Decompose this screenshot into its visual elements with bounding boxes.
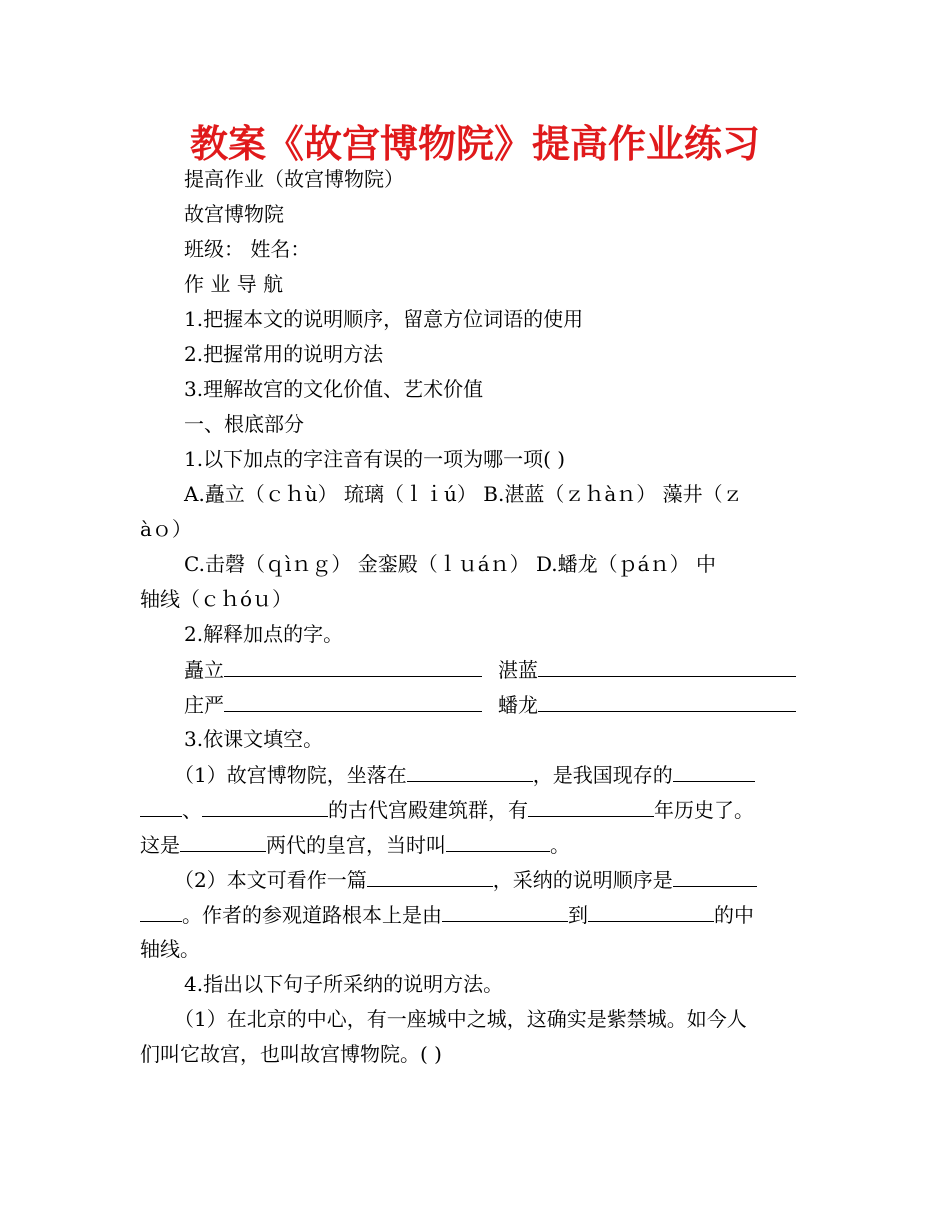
question-1-option-c-cont: 轴线（ｃｈóｕ）	[140, 587, 293, 611]
answer-blank[interactable]	[140, 792, 182, 817]
question-1-option-c: C.击磬（ｑìｎｇ） 金銮殿（ｌｕáｎ） D.蟠龙（ｐáｎ） 中	[184, 552, 716, 576]
question-3-part-1-line-2	[140, 792, 812, 827]
question-4-sentence-1: （1）在北京的中心，有一座城中之城，这确实是紫禁城。如今人	[174, 1007, 747, 1031]
answer-blank[interactable]	[407, 757, 533, 782]
answer-blank[interactable]	[538, 687, 796, 712]
guide-item-1: 1.把握本文的说明顺序，留意方位词语的使用	[184, 307, 584, 331]
text-segment: （1）故宫博物院，坐落在	[174, 763, 407, 787]
question-2-row-2	[140, 687, 812, 722]
guide-heading: 作 业 导 航	[184, 272, 284, 296]
question-2-row-1	[140, 652, 812, 687]
answer-blank[interactable]	[528, 792, 654, 817]
subtitle-line: 提高作业（故宫博物院）	[184, 167, 404, 191]
question-1-option-a-cont: àｏ）	[140, 517, 192, 541]
answer-blank[interactable]	[446, 827, 550, 852]
answer-blank[interactable]	[442, 897, 568, 922]
word-2: 湛蓝	[498, 658, 538, 682]
question-3-part-2-line-1	[140, 862, 812, 897]
question-4-stem: 4.指出以下句子所采纳的说明方法。	[184, 972, 504, 996]
word-1: 矗立	[184, 658, 224, 682]
answer-blank[interactable]	[224, 687, 482, 712]
text-segment: ，采纳的说明顺序是	[492, 868, 673, 892]
answer-blank[interactable]	[673, 757, 755, 782]
guide-item-3: 3.理解故宫的文化价值、艺术价值	[184, 377, 484, 401]
question-3-part-2-line-2	[140, 897, 812, 932]
answer-blank[interactable]	[538, 652, 796, 677]
section-heading: 一、根底部分	[184, 412, 304, 436]
text-segment: 到	[568, 903, 588, 927]
text-segment: ，是我国现存的	[532, 763, 673, 787]
text-segment: 的中	[714, 903, 754, 927]
question-3-part-1-line-1	[140, 757, 812, 792]
text-segment: 、	[182, 798, 202, 822]
text-segment: （2）本文可看作一篇	[174, 868, 367, 892]
text-segment: 。作者的参观道路根本上是由	[182, 903, 442, 927]
question-2-stem: 2.解释加点的字。	[184, 622, 344, 646]
lesson-name: 故宫博物院	[184, 202, 284, 226]
answer-blank[interactable]	[367, 862, 493, 887]
document-body	[140, 162, 812, 1072]
answer-blank[interactable]	[202, 792, 328, 817]
question-1-option-a: A.矗立（ｃｈù） 琉璃（ｌｉú） B.湛蓝（ｚｈàｎ） 藻井（ｚ	[184, 482, 743, 506]
question-1-stem: 1.以下加点的字注音有误的一项为哪一项( )	[184, 447, 566, 471]
guide-item-2: 2.把握常用的说明方法	[184, 342, 384, 366]
document-title: 教案《故宫博物院》提高作业练习	[189, 122, 760, 166]
answer-blank[interactable]	[180, 827, 266, 852]
question-3-stem: 3.依课文填空。	[184, 727, 324, 751]
answer-blank[interactable]	[140, 897, 182, 922]
answer-blank[interactable]	[673, 862, 757, 887]
word-4: 蟠龙	[498, 693, 538, 717]
question-3-part-2-line-3: 轴线。	[140, 937, 200, 961]
text-segment: 这是	[140, 833, 180, 857]
text-segment: 两代的皇宫，当时叫	[266, 833, 446, 857]
question-4-sentence-1-cont: 们叫它故宫，也叫故宫博物院。( )	[140, 1042, 442, 1066]
answer-blank[interactable]	[588, 897, 714, 922]
text-segment: 的古代宫殿建筑群，有	[328, 798, 528, 822]
word-3: 庄严	[184, 693, 224, 717]
question-3-part-1-line-3	[140, 827, 812, 862]
answer-blank[interactable]	[224, 652, 482, 677]
class-name-line: 班级： 姓名：	[184, 237, 311, 261]
text-segment: 。	[550, 833, 570, 857]
text-segment: 年历史了。	[654, 798, 754, 822]
